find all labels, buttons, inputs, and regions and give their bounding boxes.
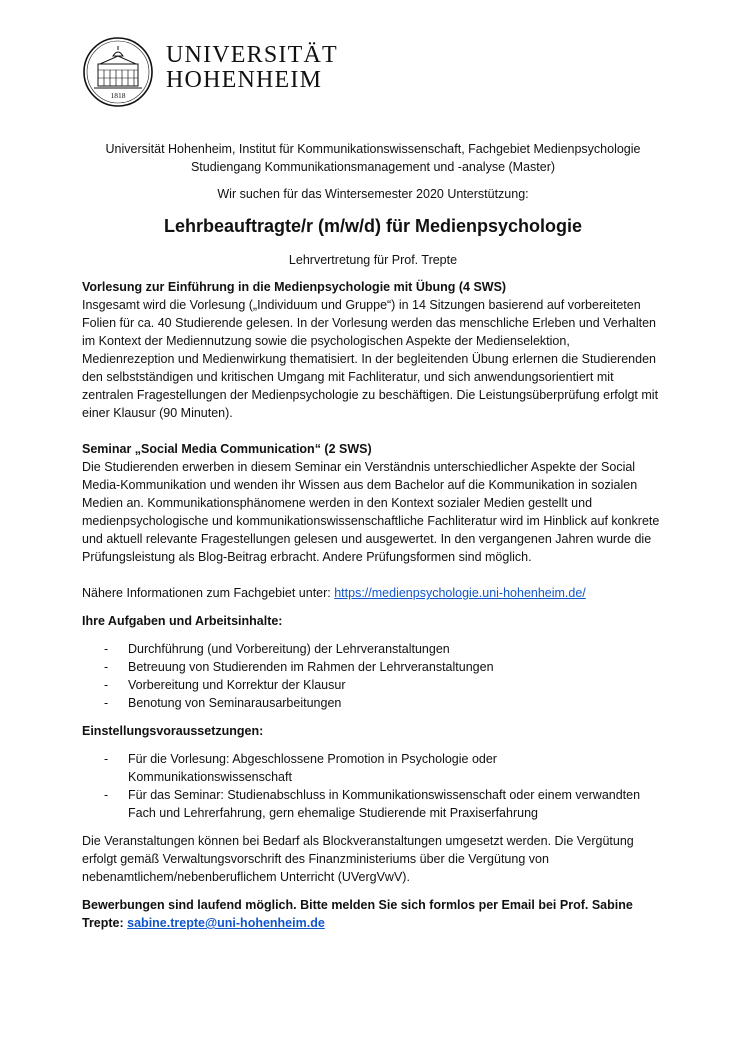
search-line: Wir suchen für das Wintersemester 2020 Unterstützung: [217,187,529,201]
list-item [82,640,664,658]
list-item [82,786,664,822]
seminar-text: Die Studierenden erwerben in diesem Seminar ein Verständnis unterschiedlicher Aspekte der Social Media-Kommunikation und wenden ihr Wissen aus dem Bachelor auf die Kommunikation in sozialen Medien an. Kommunikationsphänomene werden in den Kontext sozialer Medien gestellt und medienpsychologische und kommunikationswissenschaftliche Fachliteratur wird im Hinblick auf konkrete und aktuell relevante Fragestellungen gelesen und ausgewertet. In den vergangenen Jahren wurde die Prüfungsleistung als Blog-Beitrag erbracht. Andere Prüfungsformen sind möglich. [82,460,660,564]
program-line: Studiengang Kommunikationsmanagement und -analyse (Master) [190,160,556,174]
institute-line: Universität Hohenheim, Institut für Kommunikationswissenschaft, Fachgebiet Medienpsychologie [105,142,641,156]
list-item-text: Durchführung (und Vorbereitung) der Lehrveranstaltungen [128,642,450,656]
tasks-heading: Ihre Aufgaben und Arbeitsinhalte: [82,614,283,628]
university-seal-icon [82,36,154,108]
contact-email-link[interactable]: sabine.trepte@uni-hohenheim.de [127,916,325,930]
list-item [82,750,664,786]
list-item-text: Benotung von Seminarausarbeitungen [128,696,342,710]
wordmark-line-1: UNIVERSITÄT [166,42,338,68]
list-marker: - [104,788,109,802]
posting-header [82,140,664,176]
info-line [82,584,664,602]
info-prefix: Nähere Informationen zum Fachgebiet unter: [82,586,335,600]
department-link[interactable]: https://medienpsychologie.uni-hohenheim.de/ [334,586,586,600]
list-item-text: Für das Seminar: Studienabschluss in Kommunikationswissenschaft oder einem verwandten Fach und Lehrerfahrung, gern ehemalige Studierende mit Praxiserfahrung [128,788,641,820]
list-marker: - [104,696,109,710]
requirements-heading: Einstellungsvoraussetzungen: [82,724,264,738]
seminar-heading: Seminar „Social Media Communication“ (2 SWS) [82,442,372,456]
job-posting [82,140,664,932]
university-logo [82,36,382,108]
remarks-text: Die Veranstaltungen können bei Bedarf als Blockveranstaltungen umgesetzt werden. Die Vergütung erfolgt gemäß Verwaltungsvorschrift des Finanzministeriums über die Vergütung von nebenamtlichem/nebenberuflichem Unterricht (UVergVwV). [82,834,634,884]
list-item-text: Für die Vorlesung: Abgeschlossene Promotion in Psychologie oder Kommunikationswissenschaft [128,752,497,784]
list-marker: - [104,752,109,766]
lecture-text: Insgesamt wird die Vorlesung („Individuum und Gruppe“) in 14 Sitzungen basierend auf vorbereiteten Folien für ca. 40 Studierende gelesen. In der Vorlesung werden das menschliche Erleben und Verhalten im Kontext der Mediennutzung sowie die psychologischen Aspekte der Medienselektion, Medienrezeption und Medienwirkung thematisiert. In der begleitenden Übung erlernen die Studierenden den selbstständigen und kritischen Umgang mit Fachliteratur, und sich anwendungsorientiert mit zentralen Fragestellungen der Medienpsychologie zu beschäftigen. Die Leistungsüberprüfung erfolgt mit einer Klausur (90 Minuten). [82,298,659,420]
page-title: Lehrbeauftragte/r (m/w/d) für Medienpsychologie [163,216,583,236]
list-marker: - [104,678,109,692]
application-line [82,896,664,932]
wordmark-line-2: HOHENHEIM [166,67,323,93]
list-item [82,658,664,676]
subtitle: Lehrvertretung für Prof. Trepte [288,253,458,267]
seal-year: 1818 [110,91,126,100]
list-item-text: Betreuung von Studierenden im Rahmen der Lehrveranstaltungen [128,660,494,674]
requirements-list [82,750,664,822]
list-marker: - [104,660,109,674]
list-item [82,694,664,712]
university-wordmark [166,43,338,93]
list-marker: - [104,642,109,656]
lecture-heading: Vorlesung zur Einführung in die Medienpsychologie mit Übung (4 SWS) [82,280,507,294]
list-item [82,676,664,694]
tasks-list [82,640,664,712]
list-item-text: Vorbereitung und Korrektur der Klausur [128,678,346,692]
application-text: Bewerbungen sind laufend möglich. Bitte melden Sie sich formlos per Email bei Prof. Sabine Trepte: [82,898,633,930]
